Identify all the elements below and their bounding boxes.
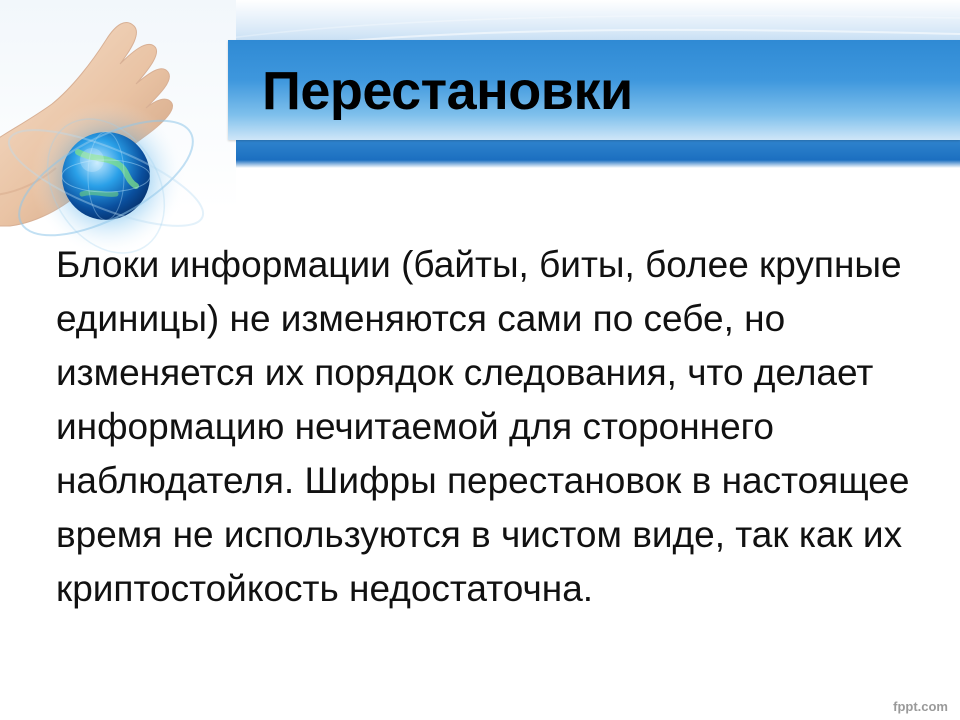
fppt-watermark: fppt.com bbox=[893, 699, 948, 714]
slide-body-text: Блоки информации (байты, биты, более крупные единицы) не изменяются сами по себе, но изменяется их порядок следования, что делает информацию нечитаемой для стороннего наблюдателя. Шифры перестановок в настоящее время не используются в чистом виде, так как их криптостойкость недостаточна. bbox=[56, 244, 910, 609]
slide-title: Перестановки bbox=[262, 61, 633, 121]
